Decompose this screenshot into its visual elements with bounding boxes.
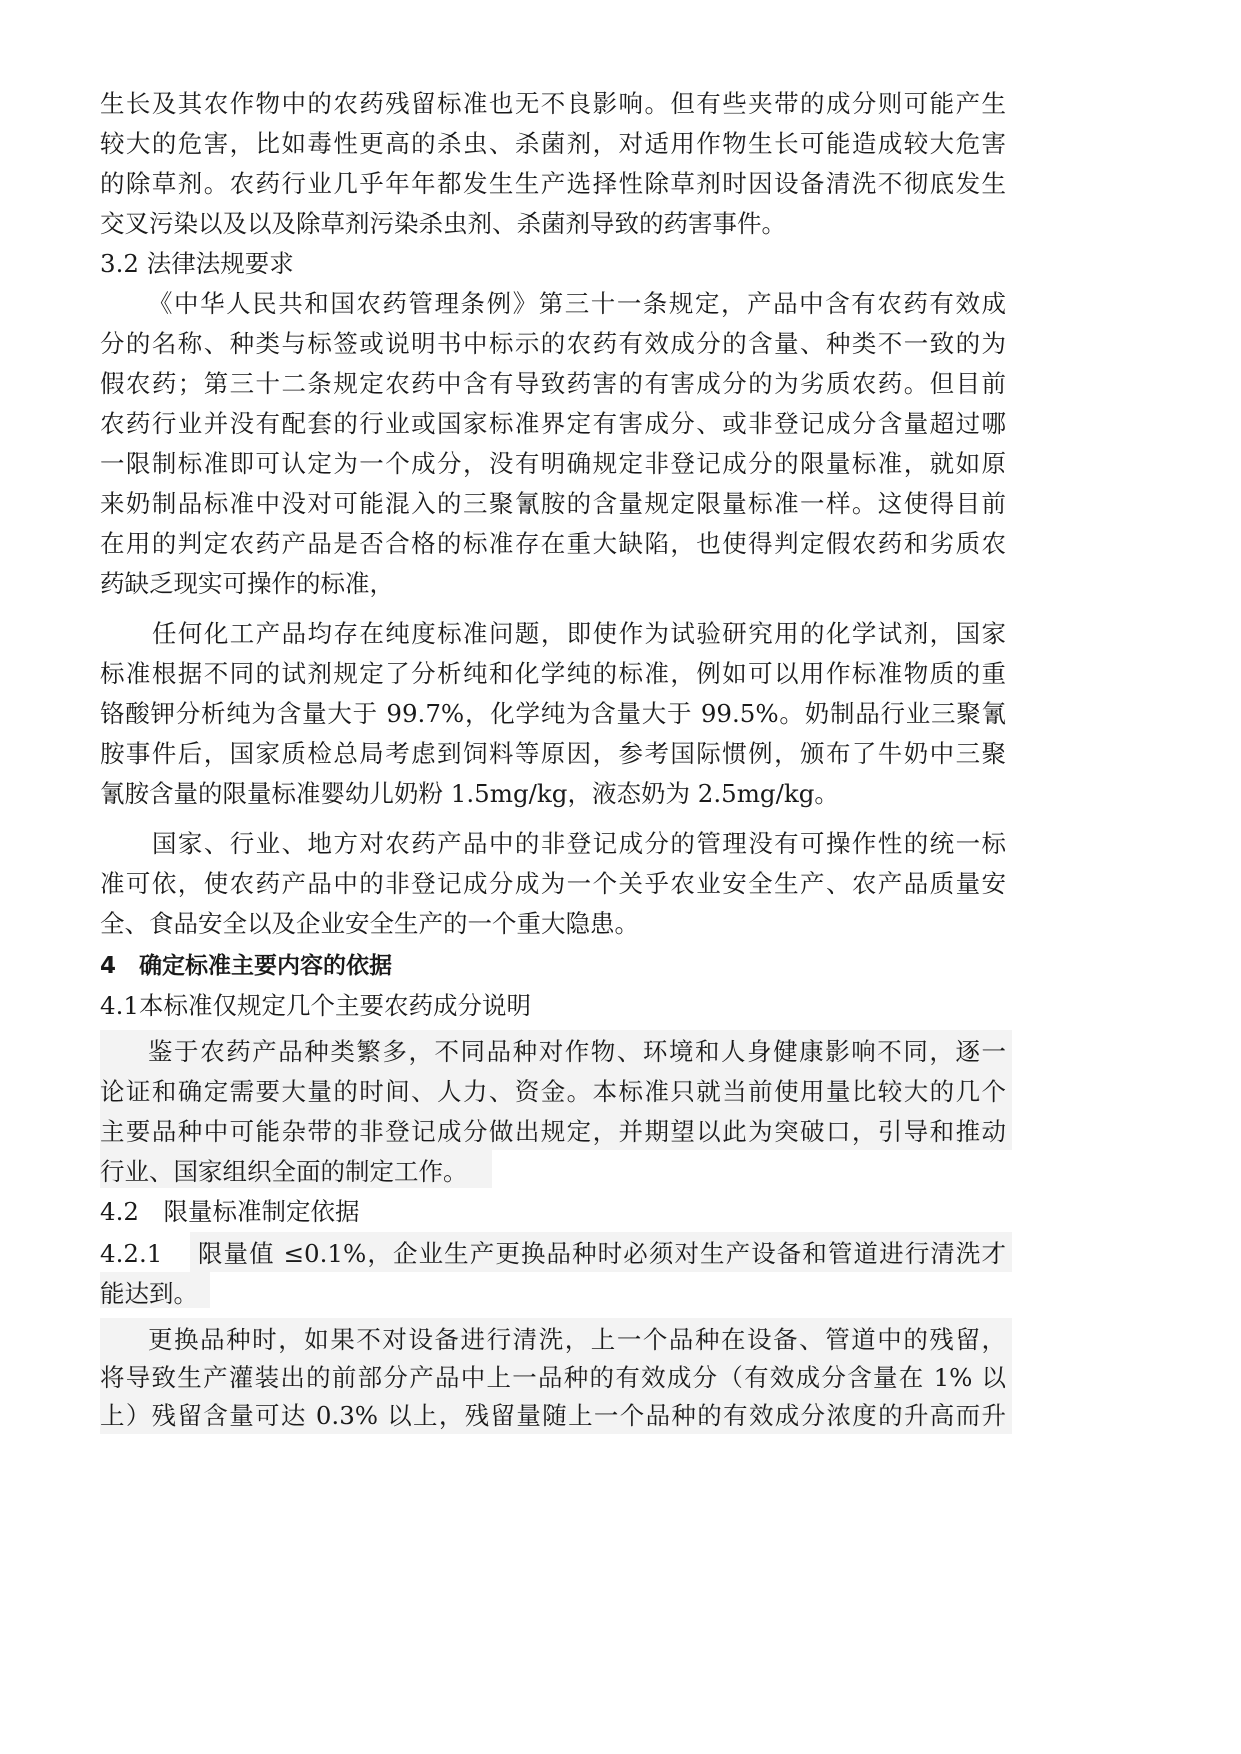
text-line: 全、食品安全以及企业安全生产的一个重大隐患。 [100, 909, 639, 938]
text-line: 鉴于农药产品种类繁多，不同品种对作物、环境和人身健康影响不同，逐一 [148, 1037, 1006, 1066]
text-line: 《中华人民共和国农药管理条例》第三十一条规定，产品中含有农药有效成 [148, 289, 1006, 318]
section-heading: 4 确定标准主要内容的依据 [100, 953, 393, 979]
text-line: 假农药；第三十二条规定农药中含有导致药害的有害成分的为劣质农药。但目前 [100, 369, 1006, 398]
text-line: 的除草剂。农药行业几乎年年都发生生产选择性除草剂时因设备清洗不彻底发生 [100, 169, 1006, 198]
text-line: 4.2.1 限量值 ≤0.1%，企业生产更换品种时必须对生产设备和管道进行清洗才 [100, 1239, 1006, 1268]
text-line: 铬酸钾分析纯为含量大于 99.7%，化学纯为含量大于 99.5%。奶制品行业三聚氰 [100, 699, 1006, 728]
text-line: 药缺乏现实可操作的标准， [100, 569, 394, 598]
text-line: 在用的判定农药产品是否合格的标准存在重大缺陷，也使得判定假农药和劣质农 [100, 529, 1006, 558]
subsection-heading: 4.2 限量标准制定依据 [100, 1197, 360, 1226]
text-line: 交叉污染以及以及除草剂污染杀虫剂、杀菌剂导致的药害事件。 [100, 209, 786, 238]
text-line: 氰胺含量的限量标准婴幼儿奶粉 1.5mg/kg，液态奶为 2.5mg/kg。 [100, 779, 839, 808]
text-line: 能达到。 [100, 1279, 198, 1308]
text-line: 农药行业并没有配套的行业或国家标准界定有害成分、或非登记成分含量超过哪 [100, 409, 1006, 438]
text-line: 来奶制品标准中没对可能混入的三聚氰胺的含量规定限量标准一样。这使得目前 [100, 489, 1006, 518]
text-line: 行业、国家组织全面的制定工作。 [100, 1157, 468, 1186]
subsection-heading: 4.1本标准仅规定几个主要农药成分说明 [100, 991, 531, 1020]
text-line: 一限制标准即可认定为一个成分，没有明确规定非登记成分的限量标准，就如原 [100, 449, 1006, 478]
text-line: 主要品种中可能杂带的非登记成分做出规定，并期望以此为突破口，引导和推动 [100, 1117, 1006, 1146]
text-line: 更换品种时，如果不对设备进行清洗，上一个品种在设备、管道中的残留， [148, 1325, 1006, 1354]
text-line: 较大的危害，比如毒性更高的杀虫、杀菌剂，对适用作物生长可能造成较大危害 [100, 129, 1006, 158]
text-line: 分的名称、种类与标签或说明书中标示的农药有效成分的含量、种类不一致的为 [100, 329, 1006, 358]
text-line: 任何化工产品均存在纯度标准问题，即使作为试验研究用的化学试剂，国家 [152, 619, 1006, 648]
section-heading: 3.2 法律法规要求 [100, 249, 294, 278]
text-line: 标准根据不同的试剂规定了分析纯和化学纯的标准，例如可以用作标准物质的重 [100, 659, 1006, 688]
text-line: 论证和确定需要大量的时间、人力、资金。本标准只就当前使用量比较大的几个 [100, 1077, 1006, 1106]
text-line: 上）残留含量可达 0.3% 以上，残留量随上一个品种的有效成分浓度的升高而升 [100, 1401, 1006, 1430]
text-line: 将导致生产灌装出的前部分产品中上一品种的有效成分（有效成分含量在 1% 以 [100, 1363, 1006, 1392]
text-line: 生长及其农作物中的农药残留标准也无不良影响。但有些夹带的成分则可能产生 [100, 89, 1006, 118]
text-line: 国家、行业、地方对农药产品中的非登记成分的管理没有可操作性的统一标 [152, 829, 1006, 858]
text-line: 胺事件后，国家质检总局考虑到饲料等原因，参考国际惯例，颁布了牛奶中三聚 [100, 739, 1006, 768]
text-line: 准可依，使农药产品中的非登记成分成为一个关乎农业安全生产、农产品质量安 [100, 869, 1006, 898]
